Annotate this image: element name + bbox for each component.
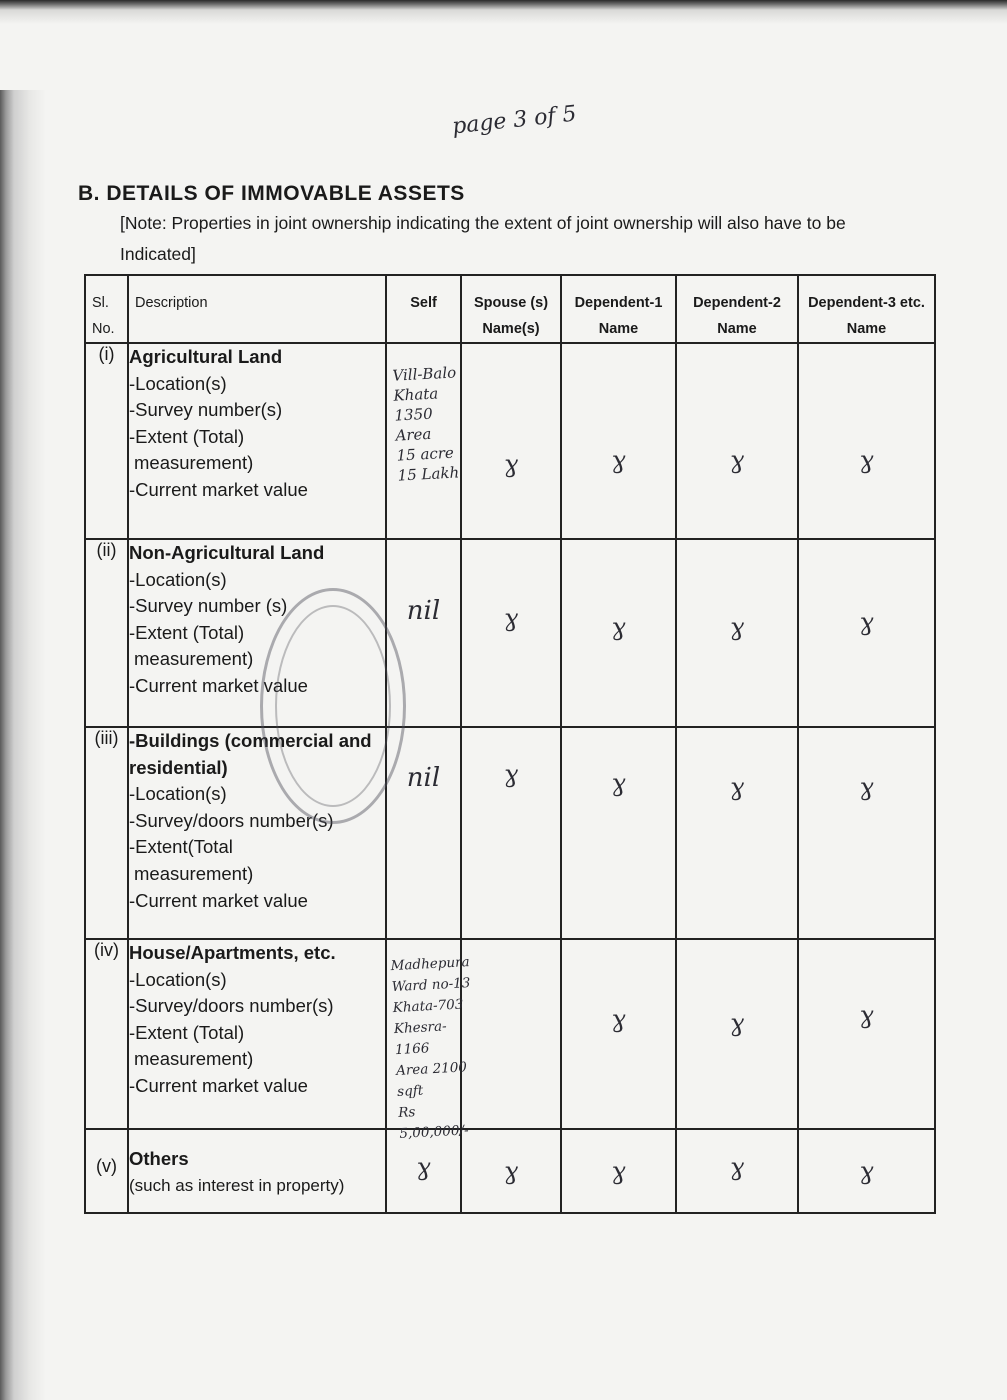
hw-line: Area 2100 sqft: [395, 1059, 468, 1101]
cell-dependent-3: [798, 727, 935, 939]
nil-mark: ɣ: [729, 613, 745, 642]
table-row: [85, 727, 935, 939]
hw-line: Khata: [393, 384, 439, 405]
nil-mark: ɣ: [859, 446, 874, 475]
header-description: Description: [128, 275, 386, 343]
cell-dependent-2: [676, 1129, 798, 1213]
nil-mark: ɣ: [611, 446, 626, 475]
row-line: -Current market value: [129, 478, 308, 500]
nil-mark: nil: [406, 595, 441, 626]
row-description: [128, 727, 386, 939]
hw-line: Vill-Balo: [391, 363, 457, 385]
nil-mark: nil: [406, 763, 441, 794]
cell-spouse: [461, 939, 561, 1129]
cell-dependent-3: [798, 1129, 935, 1213]
row-line: measurement): [134, 452, 254, 474]
nil-mark: ɣ: [859, 607, 874, 636]
header-spouse: Spouse (s) Name(s): [461, 275, 561, 343]
row-sl-no: (iv): [85, 939, 128, 1129]
hw-line: Madhepura: [390, 954, 470, 975]
row-line: measurement): [134, 862, 254, 884]
table-row: [85, 939, 935, 1129]
nil-mark: ɣ: [503, 604, 519, 633]
cell-dependent-2: [676, 939, 798, 1129]
hw-line: Area: [395, 424, 432, 445]
hw-line: Ward no-13: [391, 975, 471, 996]
cell-self: [386, 727, 461, 939]
row-line: -Survey/doors number(s): [129, 995, 334, 1017]
nil-mark: ɣ: [611, 1004, 626, 1033]
section-heading: B. DETAILS OF IMMOVABLE ASSETS: [78, 182, 465, 205]
row-line: -Location(s): [129, 968, 227, 990]
nil-mark: ɣ: [859, 1001, 874, 1030]
header-dependent-3: Dependent-3 etc. Name: [798, 275, 935, 343]
table-row: [85, 343, 935, 539]
nil-mark: ɣ: [729, 1152, 745, 1181]
table-row: [85, 539, 935, 727]
nil-mark: ɣ: [729, 772, 745, 801]
nil-mark: ɣ: [611, 613, 626, 642]
nil-mark: ɣ: [859, 772, 874, 801]
row-line: -Location(s): [129, 568, 227, 590]
hw-line: 15 acre: [396, 443, 455, 465]
row-line: -Location(s): [129, 783, 227, 805]
row-line: -Extent (Total): [129, 1021, 245, 1043]
row-title: -Buildings (commercial and residential): [129, 730, 372, 778]
header-dependent-1: Dependent-1 Name: [561, 275, 676, 343]
cell-dependent-2: [676, 539, 798, 727]
header-self: Self: [386, 275, 461, 343]
row-line: (such as interest in property): [129, 1175, 345, 1195]
hw-line: 15 Lakh: [397, 463, 460, 485]
cell-dependent-3: [798, 539, 935, 727]
nil-mark: ɣ: [729, 446, 745, 475]
row-line: -Current market value: [129, 889, 308, 911]
cell-self: [386, 539, 461, 727]
cell-self: [386, 343, 461, 539]
cell-spouse: [461, 1129, 561, 1213]
row-line: measurement): [134, 648, 254, 670]
row-line: -Extent(Total: [129, 836, 233, 858]
cell-spouse: [461, 539, 561, 727]
cell-dependent-1: [561, 1129, 676, 1213]
cell-dependent-3: [798, 343, 935, 539]
header-sl-no: Sl. No.: [85, 275, 128, 343]
page-number-handwritten: page 3 of 5: [451, 101, 578, 140]
row-sl-no: (v): [85, 1129, 128, 1213]
row-line: measurement): [134, 1048, 254, 1070]
row-sl-no: (i): [85, 343, 128, 539]
cell-dependent-2: [676, 727, 798, 939]
cell-dependent-1: [561, 939, 676, 1129]
row-line: -Current market value: [129, 674, 308, 696]
cell-dependent-1: [561, 727, 676, 939]
hw-line: Rs 5,00,000/-: [397, 1104, 469, 1142]
cell-dependent-2: [676, 343, 798, 539]
row-title: Others: [129, 1148, 189, 1169]
cell-spouse: [461, 343, 561, 539]
row-description: [128, 939, 386, 1129]
row-line: -Extent (Total): [129, 621, 245, 643]
hw-line: Khata-703: [392, 996, 464, 1017]
row-line: -Location(s): [129, 372, 227, 394]
header-dependent-2: Dependent-2 Name: [676, 275, 798, 343]
nil-mark: ɣ: [859, 1157, 874, 1185]
self-handwritten-entry: [392, 362, 462, 485]
cell-dependent-1: [561, 343, 676, 539]
row-line: -Extent (Total): [129, 425, 245, 447]
row-sl-no: (ii): [85, 539, 128, 727]
immovable-assets-table: [84, 274, 936, 1214]
scan-edge-top: [0, 0, 1007, 90]
nil-mark: ɣ: [729, 1008, 745, 1037]
cell-dependent-3: [798, 939, 935, 1129]
nil-mark: ɣ: [503, 450, 519, 479]
nil-mark: ɣ: [416, 1152, 431, 1181]
cell-dependent-1: [561, 539, 676, 727]
cell-spouse: [461, 727, 561, 939]
hw-line: Khesra-1166: [393, 1018, 448, 1059]
section-note: [Note: Properties in joint ownership indicating the extent of joint ownership will also have to be Indicated]: [120, 213, 846, 264]
row-line: -Survey number (s): [129, 595, 288, 617]
nil-mark: ɣ: [503, 1157, 519, 1185]
cell-self: [386, 939, 471, 1142]
cell-self: [386, 1129, 461, 1213]
nil-mark: ɣ: [611, 1157, 626, 1185]
nil-mark: ɣ: [611, 768, 626, 797]
table-header-row: [85, 275, 935, 343]
row-description: [128, 1129, 386, 1213]
row-title: Non-Agricultural Land: [129, 542, 325, 563]
hw-line: 1350: [394, 404, 434, 425]
row-description: [128, 343, 386, 539]
row-line: -Survey/doors number(s): [129, 809, 334, 831]
nil-mark: ɣ: [503, 760, 519, 789]
row-line: -Current market value: [129, 1074, 308, 1096]
row-title: Agricultural Land: [129, 346, 283, 367]
table-row: [85, 1129, 935, 1213]
scan-edge-left: [0, 0, 46, 1400]
row-sl-no: (iii): [85, 727, 128, 939]
row-title: House/Apartments, etc.: [129, 942, 336, 963]
row-description: [128, 539, 386, 727]
row-line: -Survey number(s): [129, 399, 283, 421]
